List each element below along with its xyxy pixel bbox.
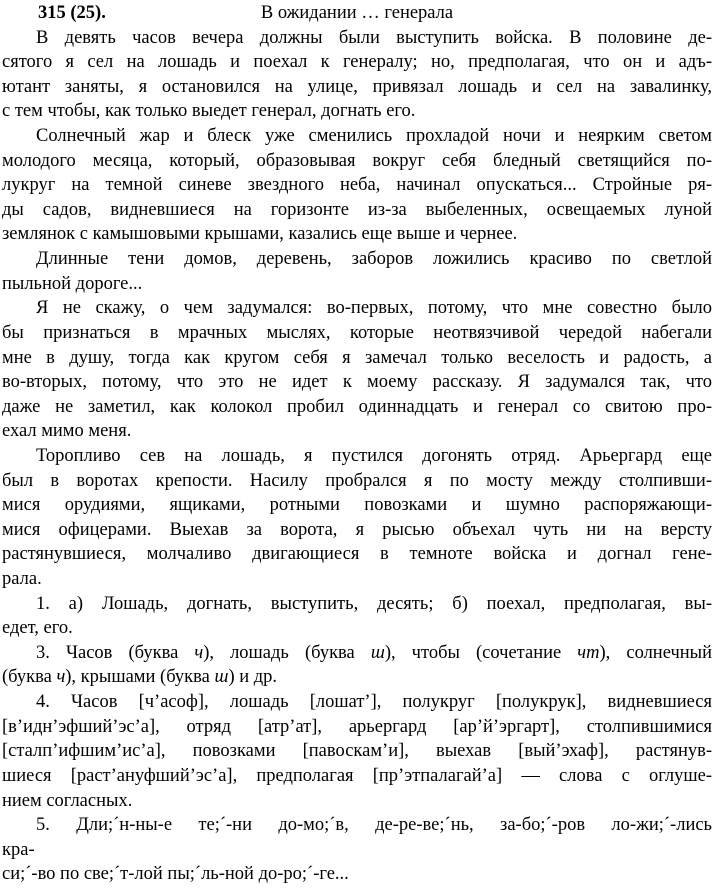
text-segment: (буква xyxy=(2,667,57,688)
text-line: [сталп’ифшим’ис’а], повозками [павоскам’и], выехав [вый’эхаф], растянув- xyxy=(2,741,712,762)
text-line: Я не скажу, о чем задумался: во-первых, потому, что мне совестно было xyxy=(36,298,712,319)
text-line: В девять часов вечера должны были выступить войска. В половине де- xyxy=(36,27,712,48)
text-line: си;´-во по све;´т-лой пы;´ль-ной до-ро;´-ге... xyxy=(2,864,349,885)
text-line: Торопливо сев на лошадь, я пустился догонять отряд. Арьергард еще xyxy=(36,445,712,466)
text-line xyxy=(2,641,712,666)
text-line: лукруг на темной синеве звездного неба, начинал опускаться... Стройные ря- xyxy=(2,175,712,196)
text-line: Длинные тени домов, деревень, заборов ложились красиво по светлой xyxy=(36,249,712,270)
text-line: мне в душу, тогда как кругом себя я замечал только веселость и радость, а xyxy=(2,347,712,368)
text-line xyxy=(2,665,712,690)
text-segment: ) и др. xyxy=(228,667,278,688)
text-line: [в’идн’эфший’эс’а], отряд [атр’ат], арьергард [ар’й’эргарт], столпившимися xyxy=(2,716,712,737)
text-line: 1. а) Лошадь, догнать, выступить, десять; б) поехал, предполагая, вы- xyxy=(36,593,712,614)
text-line: молодого месяца, который, образовывая вокруг себя бледный светящийся по- xyxy=(2,150,712,171)
text-line: ютант заняты, я остановился на улице, привязал лошадь и сел на завалинку, xyxy=(2,76,712,97)
paragraph-4 xyxy=(2,296,712,444)
text-line: нием согласных. xyxy=(2,790,133,811)
italic-letter: ш xyxy=(214,667,229,688)
text-segment: ), лошадь (буква xyxy=(203,642,371,663)
paragraph-2 xyxy=(2,124,712,247)
text-line: ехал мимо меня. xyxy=(2,421,132,442)
text-line: бы признаться в мрачных мыслях, которые неотвязчивой чередой набегали xyxy=(2,322,712,343)
text-line: 5. Дли;´н-ны-е те;´-ни до-мо;´в, де-ре-ве;´нь, за-бо;´-ров ло-жи;´-лись xyxy=(36,815,712,836)
answer-item-4 xyxy=(2,690,712,813)
text-line: даже не заметил, как колокол пробил одиннадцать и генерал со свитою про- xyxy=(2,396,712,417)
text-line: кра- xyxy=(2,839,35,860)
text-segment: ), солнечный xyxy=(599,642,712,663)
exercise-number: 315 (25). xyxy=(38,3,106,23)
italic-letter: чт xyxy=(577,642,600,663)
italic-letter: ш xyxy=(370,642,385,663)
paragraph-3 xyxy=(2,247,712,296)
text-line: растянувшиеся, молчаливо двигающиеся в темноте войска и догнал гене- xyxy=(2,544,712,565)
text-segment: 3. Часов (буква xyxy=(36,642,195,663)
answer-item-1 xyxy=(2,592,712,641)
text-line: 4. Часов [ч’асоф], лошадь [лошат’], полукруг [полукрук], видневшиеся xyxy=(36,692,712,713)
text-line: ды садов, видневшиеся на горизонте из-за выбеленных, освещаемых луной xyxy=(2,199,712,220)
text-line: пыльной дороге... xyxy=(2,273,143,294)
exercise-title: В ожидании … генерала xyxy=(260,3,454,23)
text-line: рала. xyxy=(2,569,42,590)
text-line: с тем чтобы, как только выедет генерал, догнать его. xyxy=(2,101,416,122)
answer-item-5 xyxy=(2,813,712,887)
text-line: землянок с камышовыми крышами, казались еще выше и чернее. xyxy=(2,224,518,245)
text-line: сятого я сел на лошадь и поехал к генералу; но, предполагая, что он и адъ- xyxy=(2,52,712,73)
text-line: мися офицерами. Выехав за ворота, я рысью объехал чуть ни на версту xyxy=(2,519,712,540)
text-line: был в воротах крепости. Насилу пробрался я по мосту между столпивши- xyxy=(2,470,712,491)
text-line: Солнечный жар и блеск уже сменились прохладой ночи и неярким светом xyxy=(36,126,712,147)
text-line: мися орудиями, ящиками, ротными повозками и шумно распоряжающи- xyxy=(2,495,712,516)
text-segment: ), крышами (буква xyxy=(65,667,215,688)
italic-letter: ч xyxy=(194,642,204,663)
exercise-header xyxy=(2,1,712,26)
paragraph-5 xyxy=(2,444,712,592)
text-line: едет, его. xyxy=(2,618,73,639)
paragraph-1 xyxy=(2,26,712,124)
italic-letter: ч xyxy=(56,667,66,688)
text-line: шиеся [раст’ануфший’эс’а], предполагая [пр’этпалагай’а] — слова с оглуше- xyxy=(2,765,712,786)
text-segment: ), чтобы (сочетание xyxy=(384,642,578,663)
text-body xyxy=(2,26,712,887)
text-line: во-вторых, потому, что это не идет к моему рассказу. Я задумался так, что xyxy=(2,372,712,393)
answer-item-3 xyxy=(2,641,712,690)
